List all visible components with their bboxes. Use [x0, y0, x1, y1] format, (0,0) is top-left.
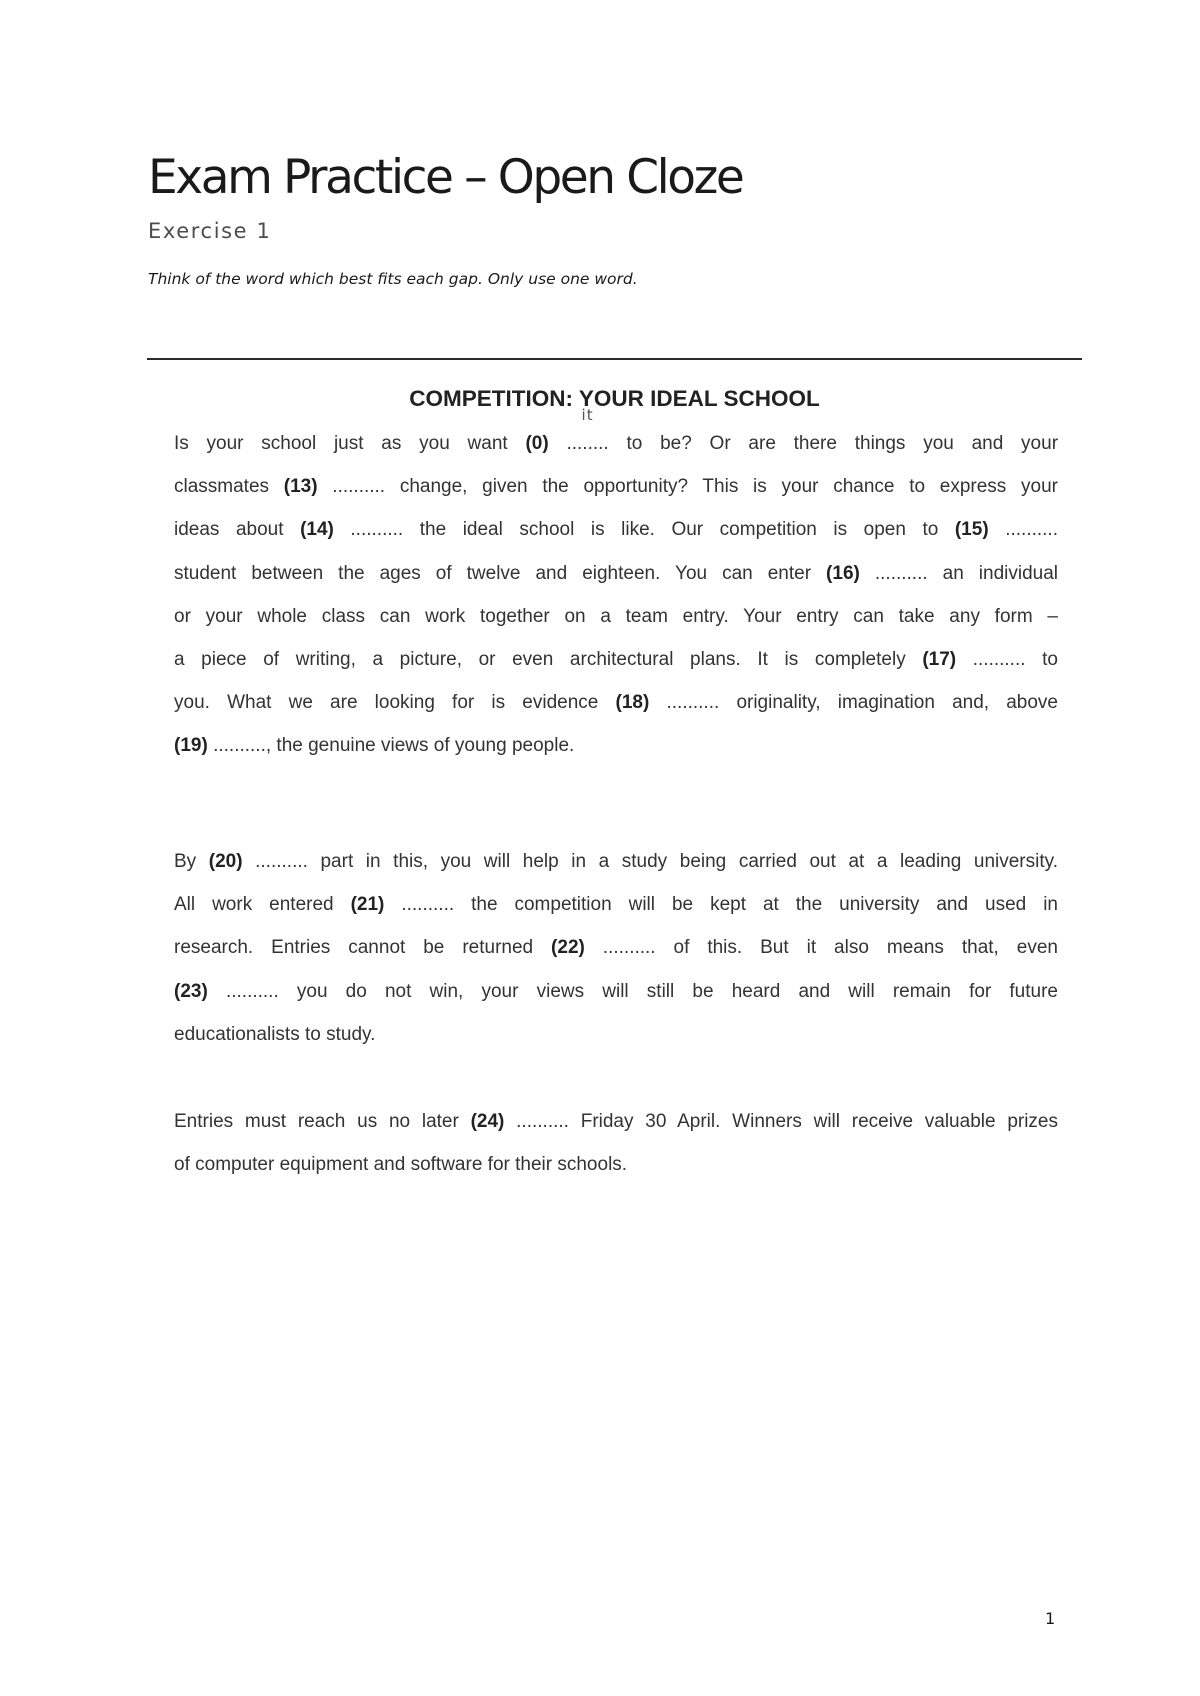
- passage-line: you. What we are looking for is evidence (18) .......... originality, imagination and, above: [174, 692, 1058, 714]
- paragraph-1: [174, 406, 1059, 768]
- passage-line: (23) .......... you do not win, your views will still be heard and will remain for future: [174, 980, 1058, 1002]
- gap-number-19: (19): [174, 735, 208, 757]
- passage-line: (19) .........., the genuine views of young people.: [174, 735, 575, 757]
- passage-line: a piece of writing, a picture, or even architectural plans. It is completely (17) .......... to: [174, 648, 1058, 670]
- passage-line: Is your school just as you want (0) ........ it to be? Or are there things you and your: [174, 422, 1058, 465]
- passage-line: By (20) .......... part in this, you will help in a study being carried out at a leading university.: [174, 851, 1058, 872]
- gap-number-15: (15): [954, 519, 989, 541]
- gap-number-14: (14): [300, 519, 334, 541]
- passage-line: All work entered (21) .......... the competition will be kept at the university and used in: [174, 894, 1058, 916]
- passage-line: research. Entries cannot be returned (22) .......... of this. But it also means that, even: [174, 937, 1058, 959]
- paragraph-2: [174, 840, 1058, 1056]
- instructions: Think of the word which best fits each gap. Only use one word.: [148, 270, 638, 288]
- passage-line: or your whole class can work together on a team entry. Your entry can take any form –: [174, 605, 1058, 627]
- gap-number-17: (17): [922, 648, 957, 670]
- gap-number-13: (13): [283, 476, 318, 498]
- gap-number-23: (23): [174, 980, 208, 1002]
- gap-number-16: (16): [826, 562, 860, 584]
- passage-line: Entries must reach us no later (24) .......... Friday 30 April. Winners will receive valuable prizes: [174, 1111, 1058, 1132]
- paragraph-3: [174, 1100, 1058, 1186]
- exercise-subtitle: Exercise 1: [148, 219, 272, 243]
- passage-line: ideas about (14) .......... the ideal school is like. Our competition is open to (15) ..........: [174, 519, 1058, 541]
- handwritten-answer: it: [581, 406, 594, 424]
- passage-line: classmates (13) .......... change, given the opportunity? This is your chance to express your: [174, 476, 1058, 498]
- gap-number-22: (22): [551, 937, 585, 959]
- gap-number-24: (24): [470, 1111, 505, 1132]
- passage-line: student between the ages of twelve and eighteen. You can enter (16) .......... an individual: [174, 562, 1059, 584]
- exercise-title: COMPETITION: YOUR IDEAL SCHOOL: [409, 386, 820, 411]
- horizontal-rule: [147, 358, 1082, 360]
- page-title: Exam Practice – Open Cloze: [148, 150, 743, 205]
- gap-number-18: (18): [615, 692, 650, 714]
- page-number: 1: [1045, 1609, 1056, 1628]
- gap-number-0: (0): [525, 433, 549, 454]
- gap-number-20: (20): [208, 851, 243, 872]
- gap-number-21: (21): [350, 894, 385, 916]
- example-answer-gap: ........ it: [566, 406, 609, 454]
- passage-line: of computer equipment and software for their schools.: [174, 1154, 628, 1176]
- passage-line: educationalists to study.: [174, 1023, 376, 1045]
